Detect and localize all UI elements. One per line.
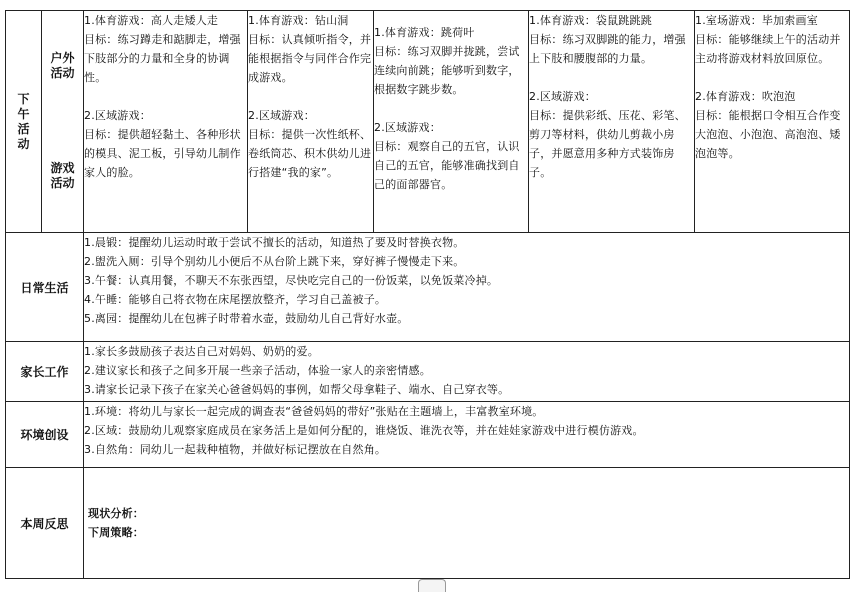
list-item: 2.区域：鼓励幼儿观察家庭成员在家务活上是如何分配的，谁烧饭、谁洗衣等，并在娃娃家游戏中进行模仿游戏。 bbox=[84, 424, 644, 437]
list-item: 3.自然角：同幼儿一起栽种植物，并做好标记摆放在自然角。 bbox=[84, 443, 387, 456]
afternoon-label-cell bbox=[6, 11, 42, 233]
environment-label: 环境创设 bbox=[6, 402, 84, 468]
environment-row bbox=[6, 402, 850, 468]
area-goal: 目标：能根据口令相互合作变大泡泡、小泡泡、高泡泡、矮泡泡等。 bbox=[695, 109, 841, 160]
outdoor-goal: 目标：能够继续上午的活动并主动将游戏材料放回原位。 bbox=[695, 33, 841, 65]
activity-type-cell bbox=[42, 11, 84, 233]
area-goal: 目标：提供超轻黏土、各种形状的模具、泥工板，引导幼儿制作家人的脸。 bbox=[84, 128, 241, 179]
day-cell-4 bbox=[529, 11, 695, 233]
area-title: 2.区域游戏： bbox=[529, 90, 596, 103]
afternoon-label: 下午活动 bbox=[17, 91, 30, 151]
area-goal: 目标：提供一次性纸杯、卷纸筒芯、积木供幼儿进行搭建“我的家”。 bbox=[248, 128, 372, 179]
daily-life-content bbox=[84, 233, 850, 342]
list-item: 3.午餐：认真用餐，不聊天不东张西望，尽快吃完自己的一份饭菜，以免饭菜冷掉。 bbox=[84, 274, 499, 287]
outdoor-activity-label: 户外活动 bbox=[50, 51, 75, 80]
area-title: 2.区域游戏： bbox=[248, 109, 315, 122]
game-activity-label: 游戏活动 bbox=[50, 161, 75, 190]
list-item: 1.晨锻：提醒幼儿运动时敢于尝试不擅长的活动，知道热了要及时替换衣物。 bbox=[84, 236, 465, 249]
reflection-label: 本周反思 bbox=[6, 468, 84, 579]
outdoor-title: 1.体育游戏：跳荷叶 bbox=[374, 26, 475, 39]
parents-content bbox=[84, 342, 850, 402]
list-item: 4.午睡：能够自己将衣物在床尾摆放整齐，学习自己盖被子。 bbox=[84, 293, 387, 306]
list-item: 2.盥洗入厕：引导个别幼儿小便后不从台阶上跳下来，穿好裤子慢慢走下来。 bbox=[84, 255, 465, 268]
daily-life-label: 日常生活 bbox=[6, 233, 84, 342]
outdoor-title: 1.室场游戏：毕加索画室 bbox=[695, 14, 818, 27]
list-item: 1.家长多鼓励孩子表达自己对妈妈、奶奶的爱。 bbox=[84, 345, 319, 358]
area-goal: 目标：提供彩纸、压花、彩笔、剪刀等材料，供幼儿剪裁小房子，并愿意用多种方式装饰房子。 bbox=[529, 109, 686, 179]
reflection-row bbox=[6, 468, 850, 579]
list-item: 5.离园：提醒幼儿在包裤子时带着水壶，鼓励幼儿自己背好水壶。 bbox=[84, 312, 409, 325]
day-cell-5 bbox=[695, 11, 850, 233]
environment-content bbox=[84, 402, 850, 468]
list-item: 3.请家长记录下孩子在家关心爸爸妈妈的事例，如帮父母拿鞋子、端水、自己穿衣等。 bbox=[84, 383, 510, 396]
area-goal: 目标：观察自己的五官，认识自己的五官，能够准确找到自己的面部器官。 bbox=[374, 140, 520, 191]
next-week-strategy-label: 下周策略： bbox=[88, 526, 144, 539]
parents-label: 家长工作 bbox=[6, 342, 84, 402]
outdoor-title: 1.体育游戏：钻山洞 bbox=[248, 14, 349, 27]
outdoor-title: 1.体育游戏：袋鼠跳跳跳 bbox=[529, 14, 652, 27]
outdoor-title: 1.体育游戏：高人走矮人走 bbox=[84, 14, 219, 27]
area-title: 2.体育游戏：吹泡泡 bbox=[695, 90, 796, 103]
reflection-content bbox=[84, 468, 850, 579]
day-cell-2 bbox=[248, 11, 374, 233]
weekly-plan-table bbox=[5, 10, 850, 579]
day-cell-3 bbox=[374, 11, 529, 233]
daily-life-row bbox=[6, 233, 850, 342]
scroll-handle[interactable] bbox=[418, 579, 446, 592]
day-cell-1 bbox=[84, 11, 248, 233]
outdoor-goal: 目标：练习双脚跳的能力，增强上下肢和腰腹部的力量。 bbox=[529, 33, 686, 65]
list-item: 2.建议家长和孩子之间多开展一些亲子活动，体验一家人的亲密情感。 bbox=[84, 364, 431, 377]
afternoon-row bbox=[6, 11, 850, 233]
outdoor-goal: 目标：认真倾听指令，并能根据指令与同伴合作完成游戏。 bbox=[248, 33, 372, 84]
area-title: 2.区域游戏： bbox=[374, 121, 441, 134]
parents-row bbox=[6, 342, 850, 402]
outdoor-goal: 目标：练习蹲走和踮脚走，增强下肢部分的力量和全身的协调性。 bbox=[84, 33, 241, 84]
status-analysis-label: 现状分析： bbox=[88, 507, 144, 520]
area-title: 2.区域游戏： bbox=[84, 109, 151, 122]
outdoor-goal: 目标：练习双脚并拢跳，尝试连续向前跳；能够听到数字，根据数字跳步数。 bbox=[374, 45, 520, 96]
list-item: 1.环境：将幼儿与家长一起完成的调查表“爸爸妈妈的带好”张贴在主题墙上，丰富教室环境。 bbox=[84, 405, 544, 418]
